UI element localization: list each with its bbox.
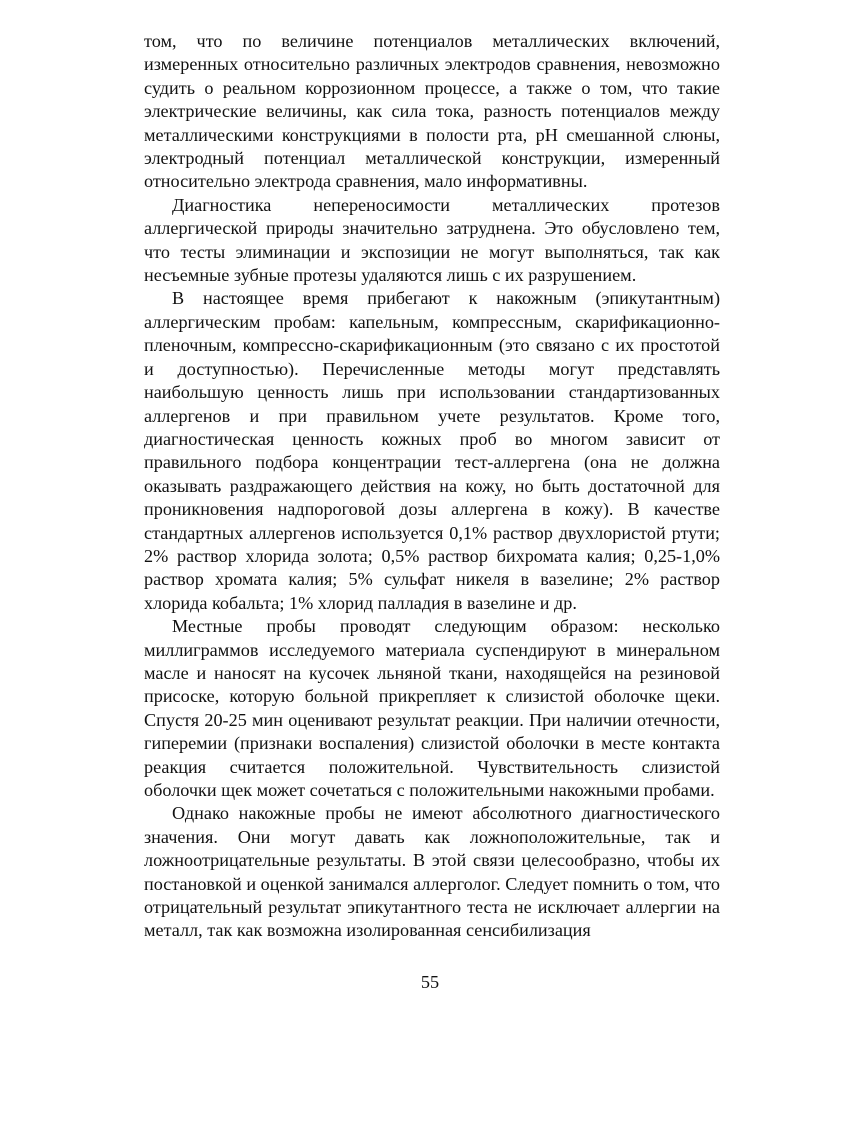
page-number: 55 [420,972,440,992]
paragraph-2: Диагностика непереносимости металлических протезов аллергической природы значительно затруднена. Это обусловлено тем, что тесты элиминации и экспозиции не могут выполняться, так как несъемные зубные протезы удаляются лишь с их разрушением. [144,194,720,286]
paragraph-4: Местные пробы проводят следующим образом: несколько миллиграммов исследуемого материала суспендируют в минеральном масле и наносят на кусочек льняной ткани, находящейся на резиновой присоске, которую больной прикрепляет к слизистой оболочке щеки. Спустя 20-25 мин оценивают результат реакции. При наличии отечности, гиперемии (признаки воспаления) слизистой оболочки в месте контакта реакция считается положительной. Чувствительность слизистой оболочки щек может сочетаться с положительными накожными пробами. [144,616,720,800]
paragraph-1: том, что по величине потенциалов металлических включений, измеренных относительно различных электродов сравнения, невозможно судить о реальном коррозионном процессе, а также о том, что такие электрические величины, как сила тока, разность потенциалов между металлическими конструкциями в полости рта, pH смешанной слюны, электродный потенциал металлической конструкции, измеренный относительно электрода сравнения, мало информативны. [144,31,720,192]
page-body [144,30,720,943]
paragraph-5: Однако накожные пробы не имеют абсолютного диагностического значения. Они могут давать как ложноположительные, так и ложноотрицательные результаты. В этой связи целесообразно, чтобы их постановкой и оценкой занимался аллерголог. Следует помнить о том, что отрицательный результат эпикутантного теста не исключает аллергии на металл, так как возможна изолированная сенсибилизация [144,803,720,941]
paragraph-3: В настоящее время прибегают к накожным (эпикутантным) аллергическим пробам: капельным, компрессным, скарификационно-пленочным, компрессно-скарификационным (это связано с их простотой и доступностью). Перечисленные методы могут представлять наибольшую ценность лишь при использовании стандартизованных аллергенов и при правильном учете результатов. Кроме того, диагностическая ценность кожных проб во многом зависит от правильного подбора концентрации тест-аллергена (она не должна оказывать раздражающего действия на кожу, но быть достаточной для проникновения надпороговой дозы аллергена в кожу). В качестве стандартных аллергенов используется 0,1% раствор двухлористой ртути; 2% раствор хлорида золота; 0,5% раствор бихромата калия; 0,25-1,0% раствор хромата калия; 5% сульфат никеля в вазелине; 2% раствор хлорида кобальта; 1% хлорид палладия в вазелине и др. [144,288,720,613]
